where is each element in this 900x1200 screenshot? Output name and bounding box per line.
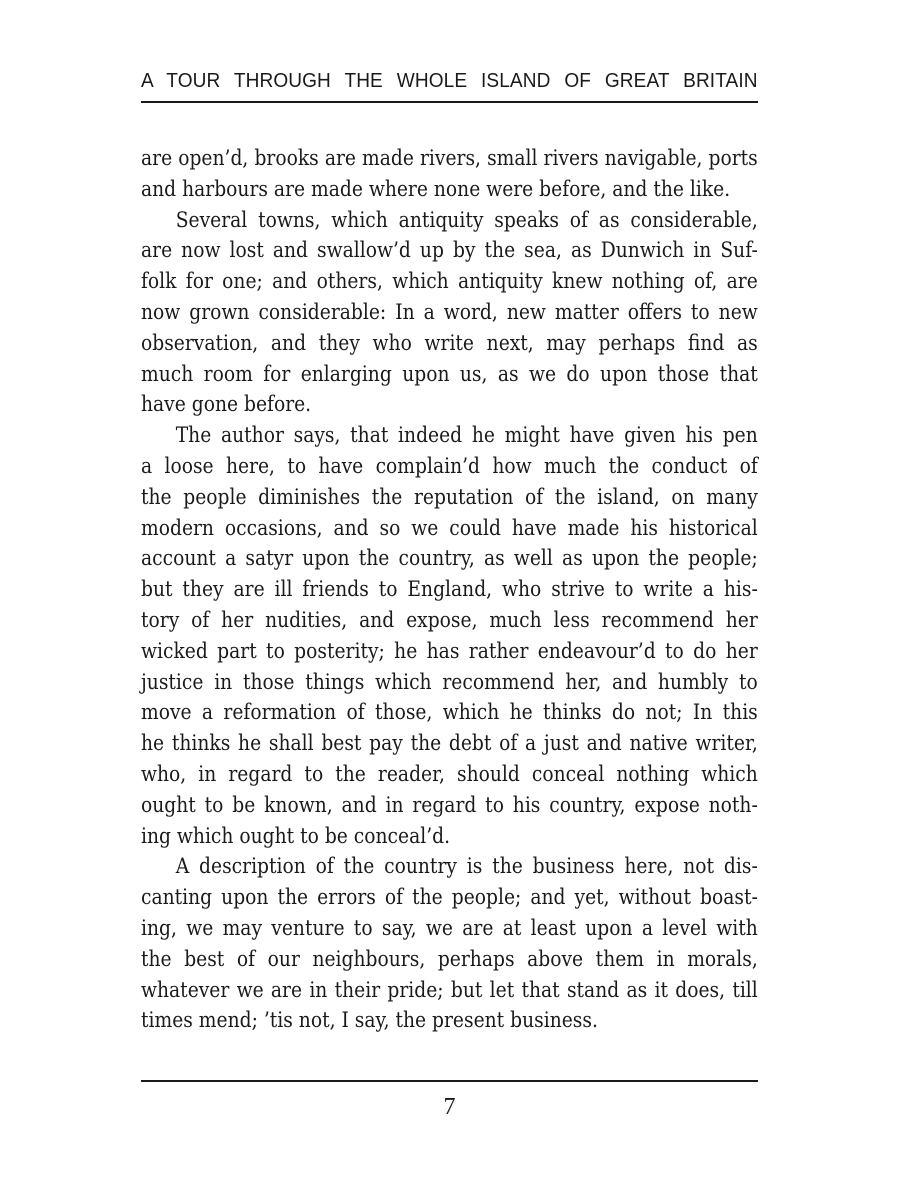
text-line: whatever we are in their pride; but let that stand as it does, till — [141, 977, 758, 1002]
text-line: times mend; ’tis not, I say, the present business. — [141, 1008, 598, 1033]
text-line: tory of her nudities, and expose, much less recommend her — [141, 607, 758, 632]
page-number: 7 — [443, 1094, 456, 1120]
text-line: the best of our neighbours, perhaps above them in morals, — [141, 946, 758, 971]
text-line: modern occasions, and so we could have made his historical — [141, 515, 758, 540]
text-line: A description of the country is the business here, not dis- — [175, 854, 758, 879]
header-rule — [141, 101, 758, 103]
text-line: a loose here, to have complain’d how much the conduct of — [141, 453, 758, 478]
text-line: ing which ought to be conceal’d. — [141, 823, 451, 848]
running-head: A TOUR THROUGH THE WHOLE ISLAND OF GREAT BRITAIN — [141, 69, 758, 92]
text-line: observation, and they who write next, may perhaps find as — [141, 330, 758, 355]
body-text — [141, 143, 758, 1036]
text-line: account a satyr upon the country, as well as upon the people; — [141, 546, 758, 571]
text-line: now grown considerable: In a word, new matter offers to new — [141, 299, 758, 324]
text-line: but they are ill friends to England, who strive to write a his- — [141, 577, 758, 602]
text-line: he thinks he shall best pay the debt of a just and native writer, — [141, 731, 758, 756]
text-line: wicked part to posterity; he has rather endeavour’d to do her — [141, 638, 758, 663]
text-line: the people diminishes the reputation of the island, on many — [141, 484, 758, 509]
text-line: folk for one; and others, which antiquity knew nothing of, are — [141, 269, 758, 294]
text-line: and harbours are made where none were before, and the like. — [141, 176, 731, 201]
text-line: canting upon the errors of the people; and yet, without boast- — [141, 885, 758, 910]
text-line: Several towns, which antiquity speaks of as considerable, — [175, 207, 758, 232]
text-line: move a reformation of those, which he thinks do not; In this — [141, 700, 758, 725]
text-line: much room for enlarging upon us, as we do upon those that — [141, 361, 758, 386]
text-line: have gone before. — [141, 392, 312, 417]
text-line: justice in those things which recommend her, and humbly to — [141, 669, 758, 694]
text-line: The author says, that indeed he might have given his pen — [175, 423, 758, 448]
text-line: who, in regard to the reader, should conceal nothing which — [141, 761, 758, 786]
text-line: ought to be known, and in regard to his country, expose noth- — [141, 792, 758, 817]
text-line: are now lost and swallow’d up by the sea, as Dunwich in Suf- — [141, 238, 758, 263]
text-line: are open’d, brooks are made rivers, small rivers navigable, ports — [141, 146, 758, 170]
text-line: ing, we may venture to say, we are at least upon a level with — [141, 915, 758, 940]
footer-rule — [141, 1080, 758, 1082]
